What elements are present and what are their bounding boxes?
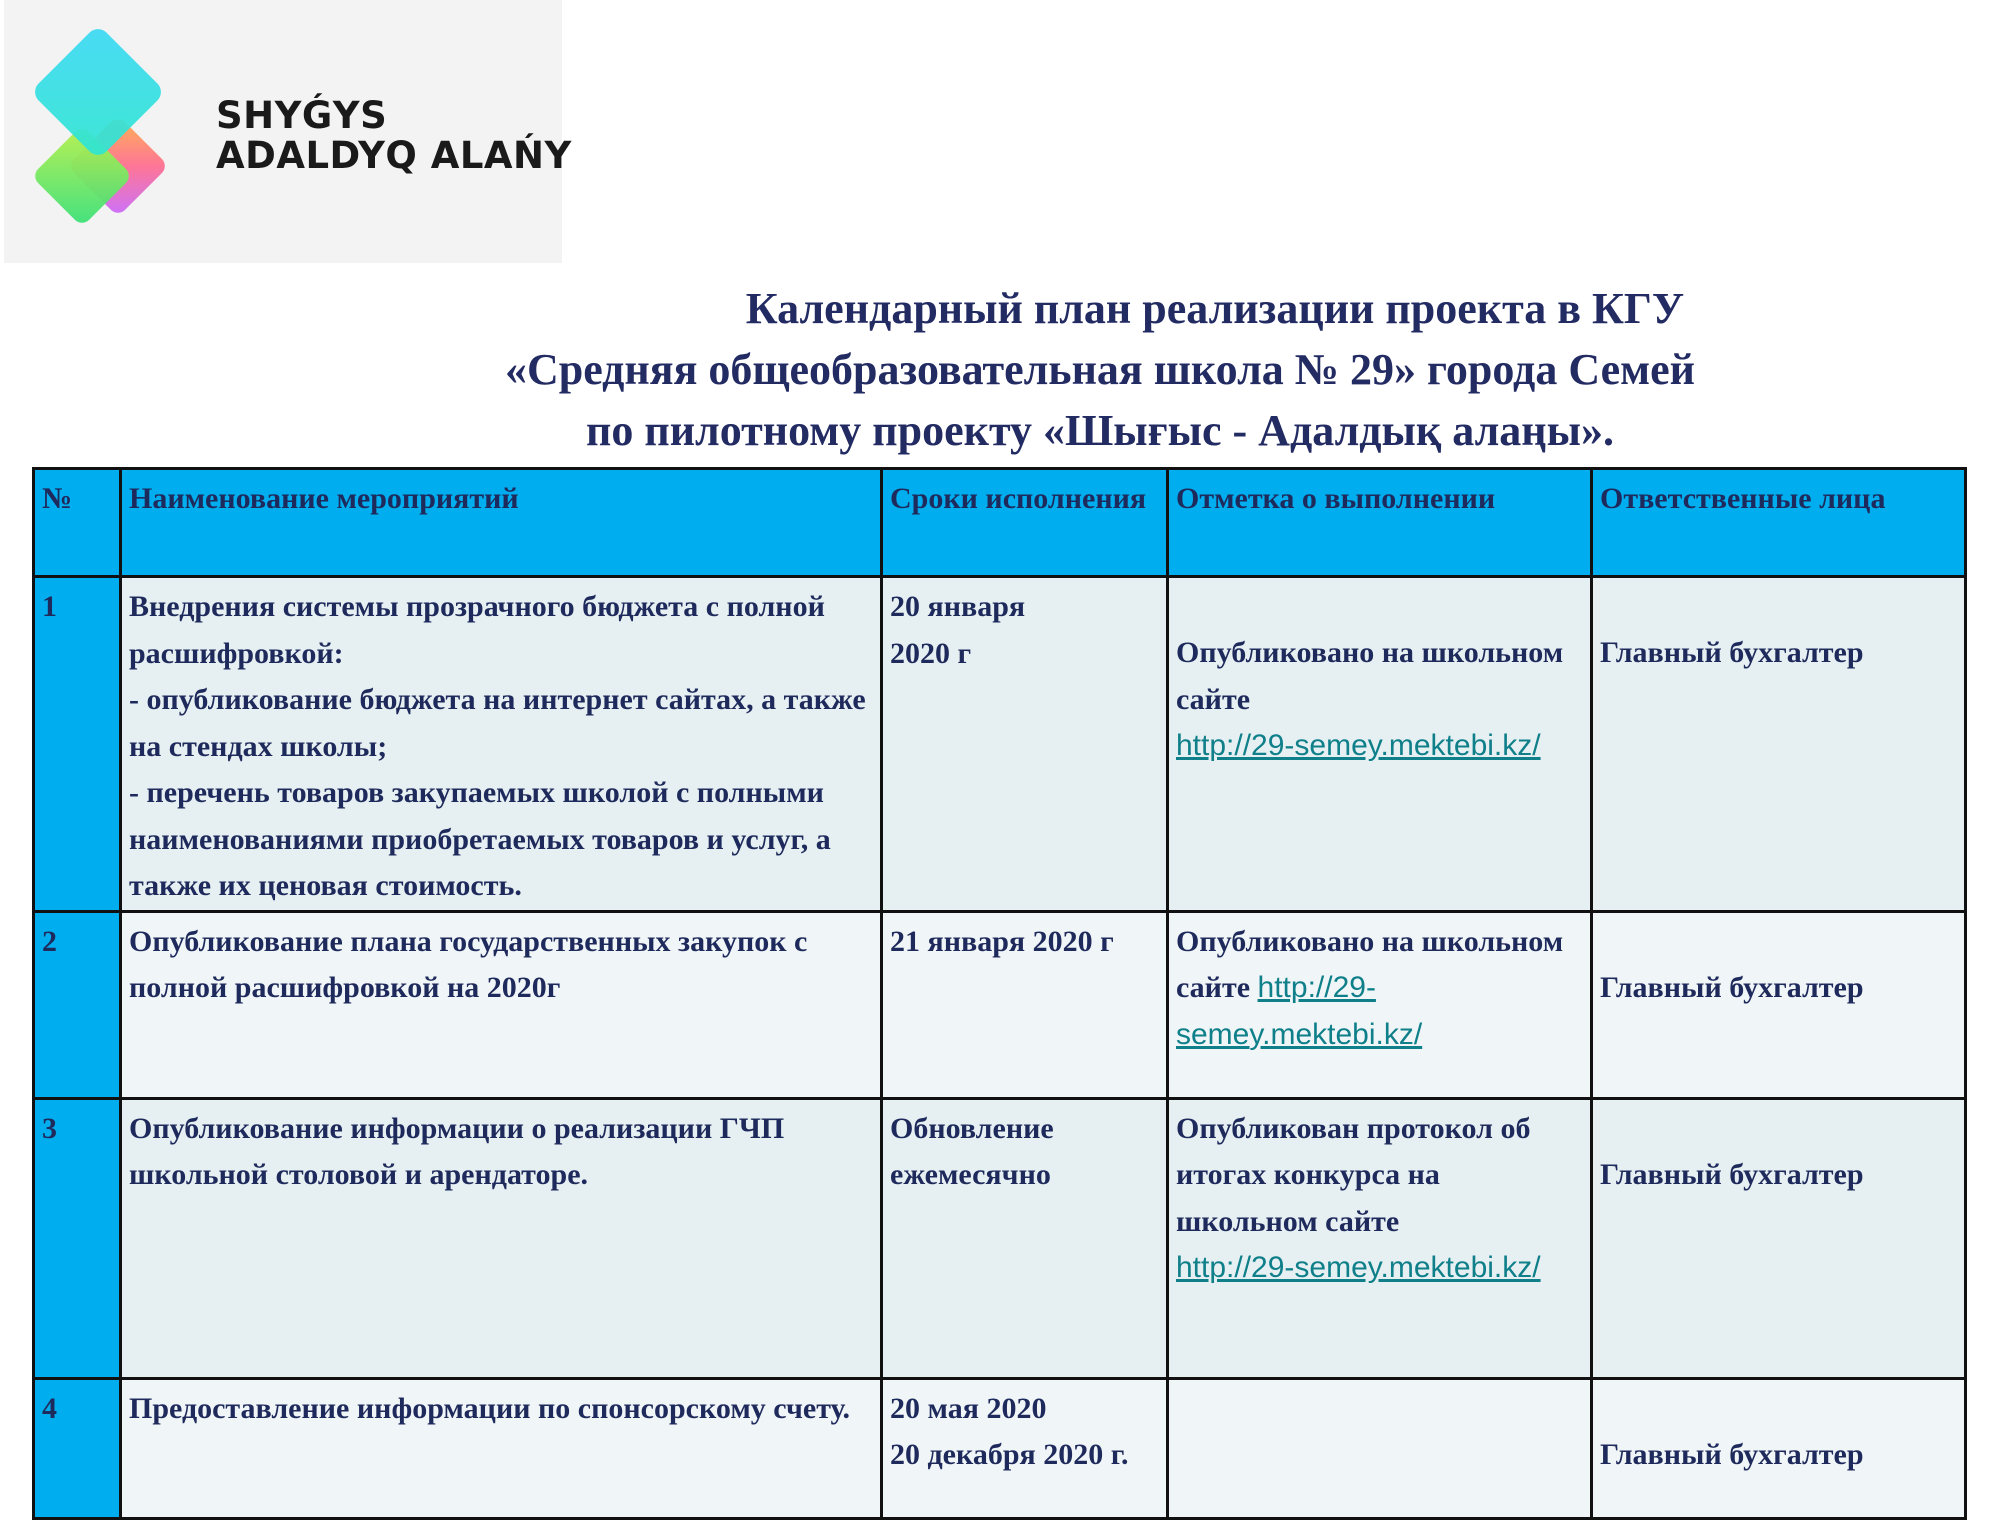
header-deadline: Сроки исполнения — [882, 469, 1168, 577]
row-status — [1168, 1098, 1592, 1378]
table-row — [34, 1378, 1966, 1518]
table-row — [34, 911, 1966, 1098]
row-name: Опубликование плана государственных закупок с полной расшифровкой на 2020г — [121, 911, 882, 1098]
row-num: 1 — [34, 577, 121, 912]
row-status-text: Опубликован протокол об итогах конкурса на школьном сайте — [1176, 1111, 1531, 1238]
row-num: 2 — [34, 911, 121, 1098]
header-name: Наименование мероприятий — [121, 469, 882, 577]
row-deadline: 20 мая 2020 20 декабря 2020 г. — [882, 1378, 1168, 1518]
page-title — [300, 278, 1900, 461]
row-responsible-text: Главный бухгалтер — [1600, 636, 1864, 669]
row-responsible — [1592, 1098, 1966, 1378]
table-header-row — [34, 469, 1966, 577]
row-status — [1168, 911, 1592, 1098]
row-deadline: 21 января 2020 г — [882, 911, 1168, 1098]
logo-text-line1: SHYǴYS — [216, 94, 388, 137]
row-status-text: Опубликовано на школьном сайте — [1176, 924, 1564, 1004]
row-responsible — [1592, 911, 1966, 1098]
row-responsible — [1592, 1378, 1966, 1518]
row-status-text: Опубликовано на школьном сайте — [1176, 636, 1564, 716]
plan-table — [32, 467, 1967, 1520]
row-deadline: Обновление ежемесячно — [882, 1098, 1168, 1378]
row-name: Внедрения системы прозрачного бюджета с полной расшифровкой: - опубликование бюджета на интернет сайтах, а также на стендах школы; - перечень товаров закупаемых школой с полными наименованиями приобретаемых товаров и услуг, а также их ценовая стоимость. — [121, 577, 882, 912]
title-line-1: Календарный план реализации проекта в КГУ — [745, 284, 1685, 333]
row-name: Опубликование информации о реализации ГЧП школьной столовой и арендаторе. — [121, 1098, 882, 1378]
row-responsible-text: Главный бухгалтер — [1600, 1157, 1864, 1191]
row-name: Предоставление информации по спонсорскому счету. — [121, 1378, 882, 1518]
row-num: 3 — [34, 1098, 121, 1378]
logo-text-line2: ADALDYQ ALAŃY — [216, 134, 572, 177]
row-responsible — [1592, 577, 1966, 912]
header-num: № — [34, 469, 121, 577]
title-line-2: «Средняя общеобразовательная школа № 29» города Семей — [504, 345, 1696, 394]
header-status: Отметка о выполнении — [1168, 469, 1592, 577]
school-site-link[interactable]: http://29-semey.mektebi.kz/ — [1176, 1251, 1541, 1284]
row-status — [1168, 1378, 1592, 1518]
row-deadline: 20 января 2020 г — [882, 577, 1168, 912]
school-site-link[interactable]: http://29-semey.mektebi.kz/ — [1176, 729, 1541, 762]
header-responsible: Ответственные лица — [1592, 469, 1966, 577]
row-status — [1168, 577, 1592, 912]
row-num: 4 — [34, 1378, 121, 1518]
school-site-link[interactable]: http://29-semey.mektebi.kz/ — [1176, 971, 1423, 1051]
logo — [4, 0, 572, 263]
logo-text — [216, 96, 572, 176]
table-row — [34, 1098, 1966, 1378]
title-line-3: по пилотному проекту «Шығыс - Адалдық алаңы». — [585, 406, 1615, 455]
row-responsible-text: Главный бухгалтер — [1600, 1437, 1864, 1471]
row-responsible-text: Главный бухгалтер — [1600, 970, 1864, 1004]
table-row — [34, 577, 1966, 912]
logo-mark-icon — [24, 22, 204, 232]
